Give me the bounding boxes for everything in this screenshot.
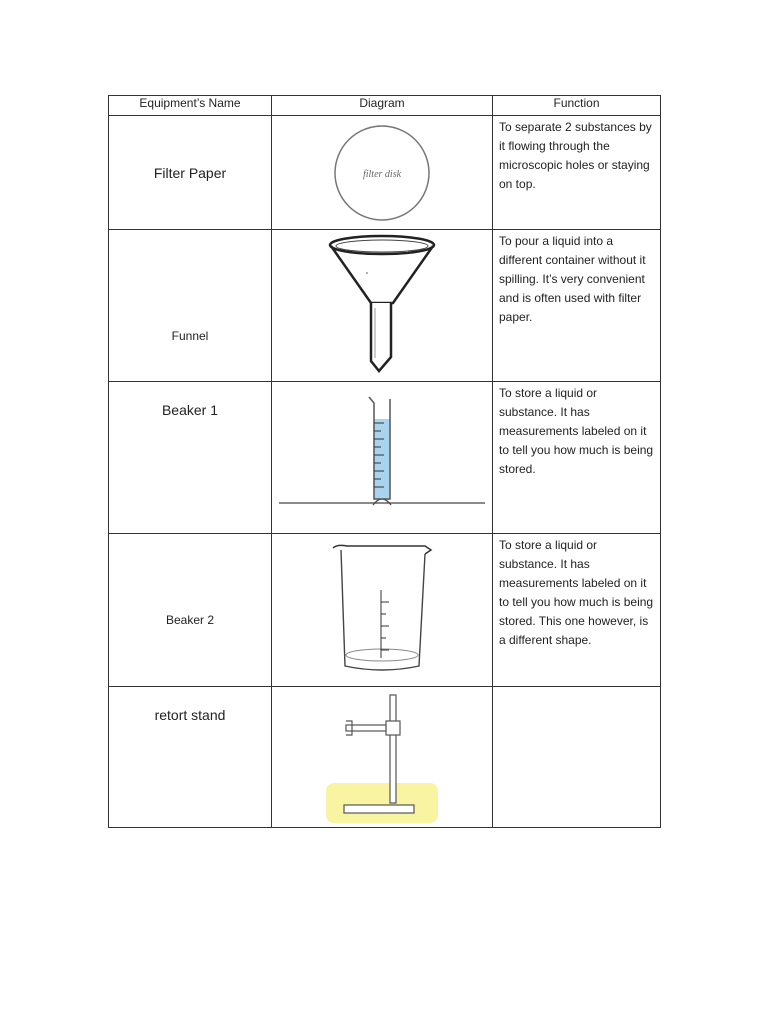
equipment-name: Filter Paper (109, 116, 272, 230)
equipment-name: Funnel (109, 230, 272, 382)
equipment-function (493, 687, 661, 828)
header-function: Function (493, 96, 661, 116)
funnel-drawing (327, 233, 437, 378)
equipment-name: Beaker 1 (109, 382, 272, 534)
graduated-cylinder-drawing (277, 393, 487, 523)
table-row (109, 382, 661, 534)
equipment-function: To pour a liquid into a different container without it spilling. It’s very convenient and is often used with filter paper. (493, 230, 661, 382)
diagram-cell (272, 230, 493, 382)
table-header-row (109, 96, 661, 116)
table-row (109, 534, 661, 687)
beaker-drawing (327, 540, 437, 680)
table-row (109, 116, 661, 230)
equipment-function: To store a liquid or substance. It has measurements labeled on it to tell you how much is being stored. (493, 382, 661, 534)
retort-stand-drawing (322, 687, 442, 827)
equipment-function: To separate 2 substances by it flowing through the microscopic holes or staying on top. (493, 116, 661, 230)
diagram-cell (272, 534, 493, 687)
equipment-table (108, 95, 661, 828)
highlight-box (326, 783, 438, 823)
header-diagram: Diagram (272, 96, 493, 116)
diagram-cell (272, 687, 493, 828)
header-equipment-name: Equipment’s Name (109, 96, 272, 116)
diagram-cell (272, 116, 493, 230)
table-row (109, 687, 661, 828)
equipment-name: Beaker 2 (109, 534, 272, 687)
table-row (109, 230, 661, 382)
filter-disk-label: filter disk (362, 168, 402, 180)
equipment-name: retort stand (109, 687, 272, 828)
equipment-function: To store a liquid or substance. It has measurements labeled on it to tell you how much is being stored. This one however, is a different shape. (493, 534, 661, 687)
filter-paper-drawing (327, 123, 437, 223)
diagram-cell (272, 382, 493, 534)
